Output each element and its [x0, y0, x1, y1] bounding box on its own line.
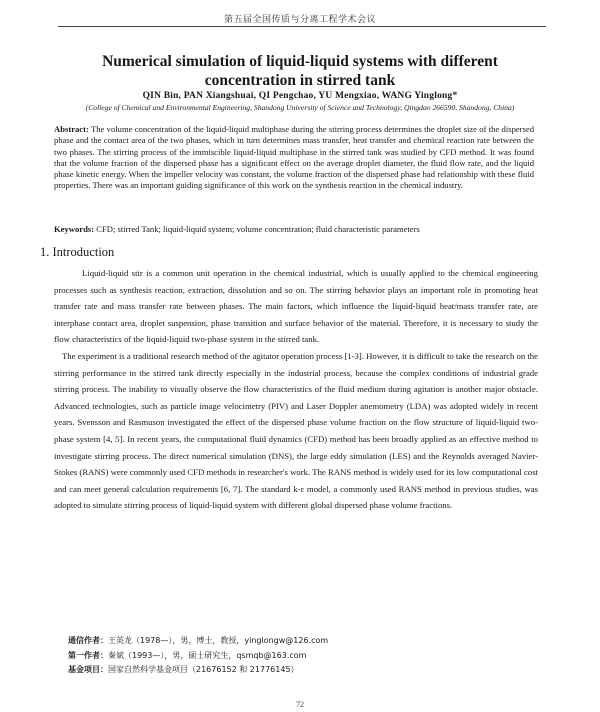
affiliation: (College of Chemical and Environmental Engineering, Shandong University of Science and Technology, Qingdao 266590, Shandong, China): [85, 103, 515, 112]
footnote-funding: [68, 663, 328, 678]
title-line-1: Numerical simulation of liquid-liquid systems with different: [102, 53, 498, 70]
footnote-label: 基金项目：: [68, 665, 108, 674]
header-rule: [58, 26, 546, 27]
footnote-corresponding-author: [68, 634, 328, 649]
footnote-text: 秦斌（1993—），男，硕士研究生，qsmqb@163.com: [108, 650, 307, 660]
keywords-label: Keywords:: [54, 224, 95, 234]
footnote-label: 第一作者：: [68, 650, 108, 660]
abstract-text: The volume concentration of the liquid-liquid multiphase during the stirring process determines the droplet size of the dispersed phase and the contact area of the two phases, which in turn determines mass transfer, heat transfer and chemical reaction rate between the two phases. The stirring process of the immiscible liquid-liquid multiphase in the stirred tank was studied by CFD method. It was found that the volume fraction of the dispersed phase has a significant effect on the average droplet diameter, the fluid flow rate, and the liquid phase kinetic energy. When the impeller velocity was constant, the volume fraction of the dispersed phase had relationship with these fluid properties. There was an important guiding significance of this work on the synthesis reaction in the chemical industry.: [54, 124, 534, 191]
author-list: QIN Bin, PAN Xiangshuai, QI Pengchao, YU Mengxiao, WANG Yinglong*: [142, 91, 458, 101]
section-heading-introduction: 1. Introduction: [40, 245, 115, 259]
running-header: 第五届全国传质与分离工程学术会议: [223, 15, 376, 25]
paragraph-1: Liquid-liquid stir is a common unit operation in the chemical industrial, which is usually applied to the chemical engineering processes such as synthesis reaction, extraction, dissolution and so on. The stirring behavior plays an important role in promoting heat transfer rate and mass transfer rate between phases. The main factors, which influence the liquid-liquid heat/mass transfer rate, are interphase contact area, droplet suspension, phase transition and surface behavior of the material. Therefore, it is necessary to study the flow characteristics of the liquid-liquid two-phase system in the stirred tank.: [54, 268, 538, 345]
title-line-2: concentration in stirred tank: [204, 72, 396, 89]
abstract-label: Abstract:: [54, 124, 89, 134]
keywords: [54, 224, 534, 235]
paper-title: [60, 52, 540, 90]
abstract: [54, 124, 534, 192]
page-number: 72: [296, 700, 304, 709]
footnote-text: 国家自然科学基金项目（21676152 和 21776145）: [108, 665, 299, 674]
footnote-first-author: [68, 649, 328, 664]
footnotes: [68, 634, 328, 678]
keywords-text: CFD; stirred Tank; liquid-liquid system; volume concentration; fluid characteristic parameters: [94, 224, 420, 234]
footnote-text: 王英龙（1978—），男，博士，教授，yinglongw@126.com: [108, 636, 329, 645]
paragraph-2: The experiment is a traditional research method of the agitator operation process [1-3]. However, it is difficult to take the research on the stirring performance in the stirred tank directly especially in the industrial process, because the complex conditions of industrial grade stirring process. The inability to visually observe the flow characteristics of the fluid medium during agitation is another major obstacle. Advanced technologies, such as particle image velocimetry (PIV) and Laser Doppler anemometry (LDA) was adopted widely in recent years. Svensson and Rasmuson investigated the effect of the dispersed phase volume fraction on the flow structure of liquid-liquid two-phase system [4, 5]. In recent years, the computational fluid dynamics (CFD) method has been broadly applied as an effective method to investigate stirring process. The direct numerical simulation (DNS), the large eddy simulation (LES) and the Reynolds averaged Navier-Stokes (RANS) were commonly used CFD methods in researcher's work. The RANS method is widely used for its low computational cost and can meet general calculation requirements [6, 7]. The standard k-ε model, a commonly used RANS method in previous studies, was adopted to simulate stirring process of liquid-liquid system with different global dispersed phase volume fractions.: [54, 350, 538, 511]
footnote-label: 通信作者：: [68, 636, 108, 645]
introduction-body: [54, 265, 538, 514]
